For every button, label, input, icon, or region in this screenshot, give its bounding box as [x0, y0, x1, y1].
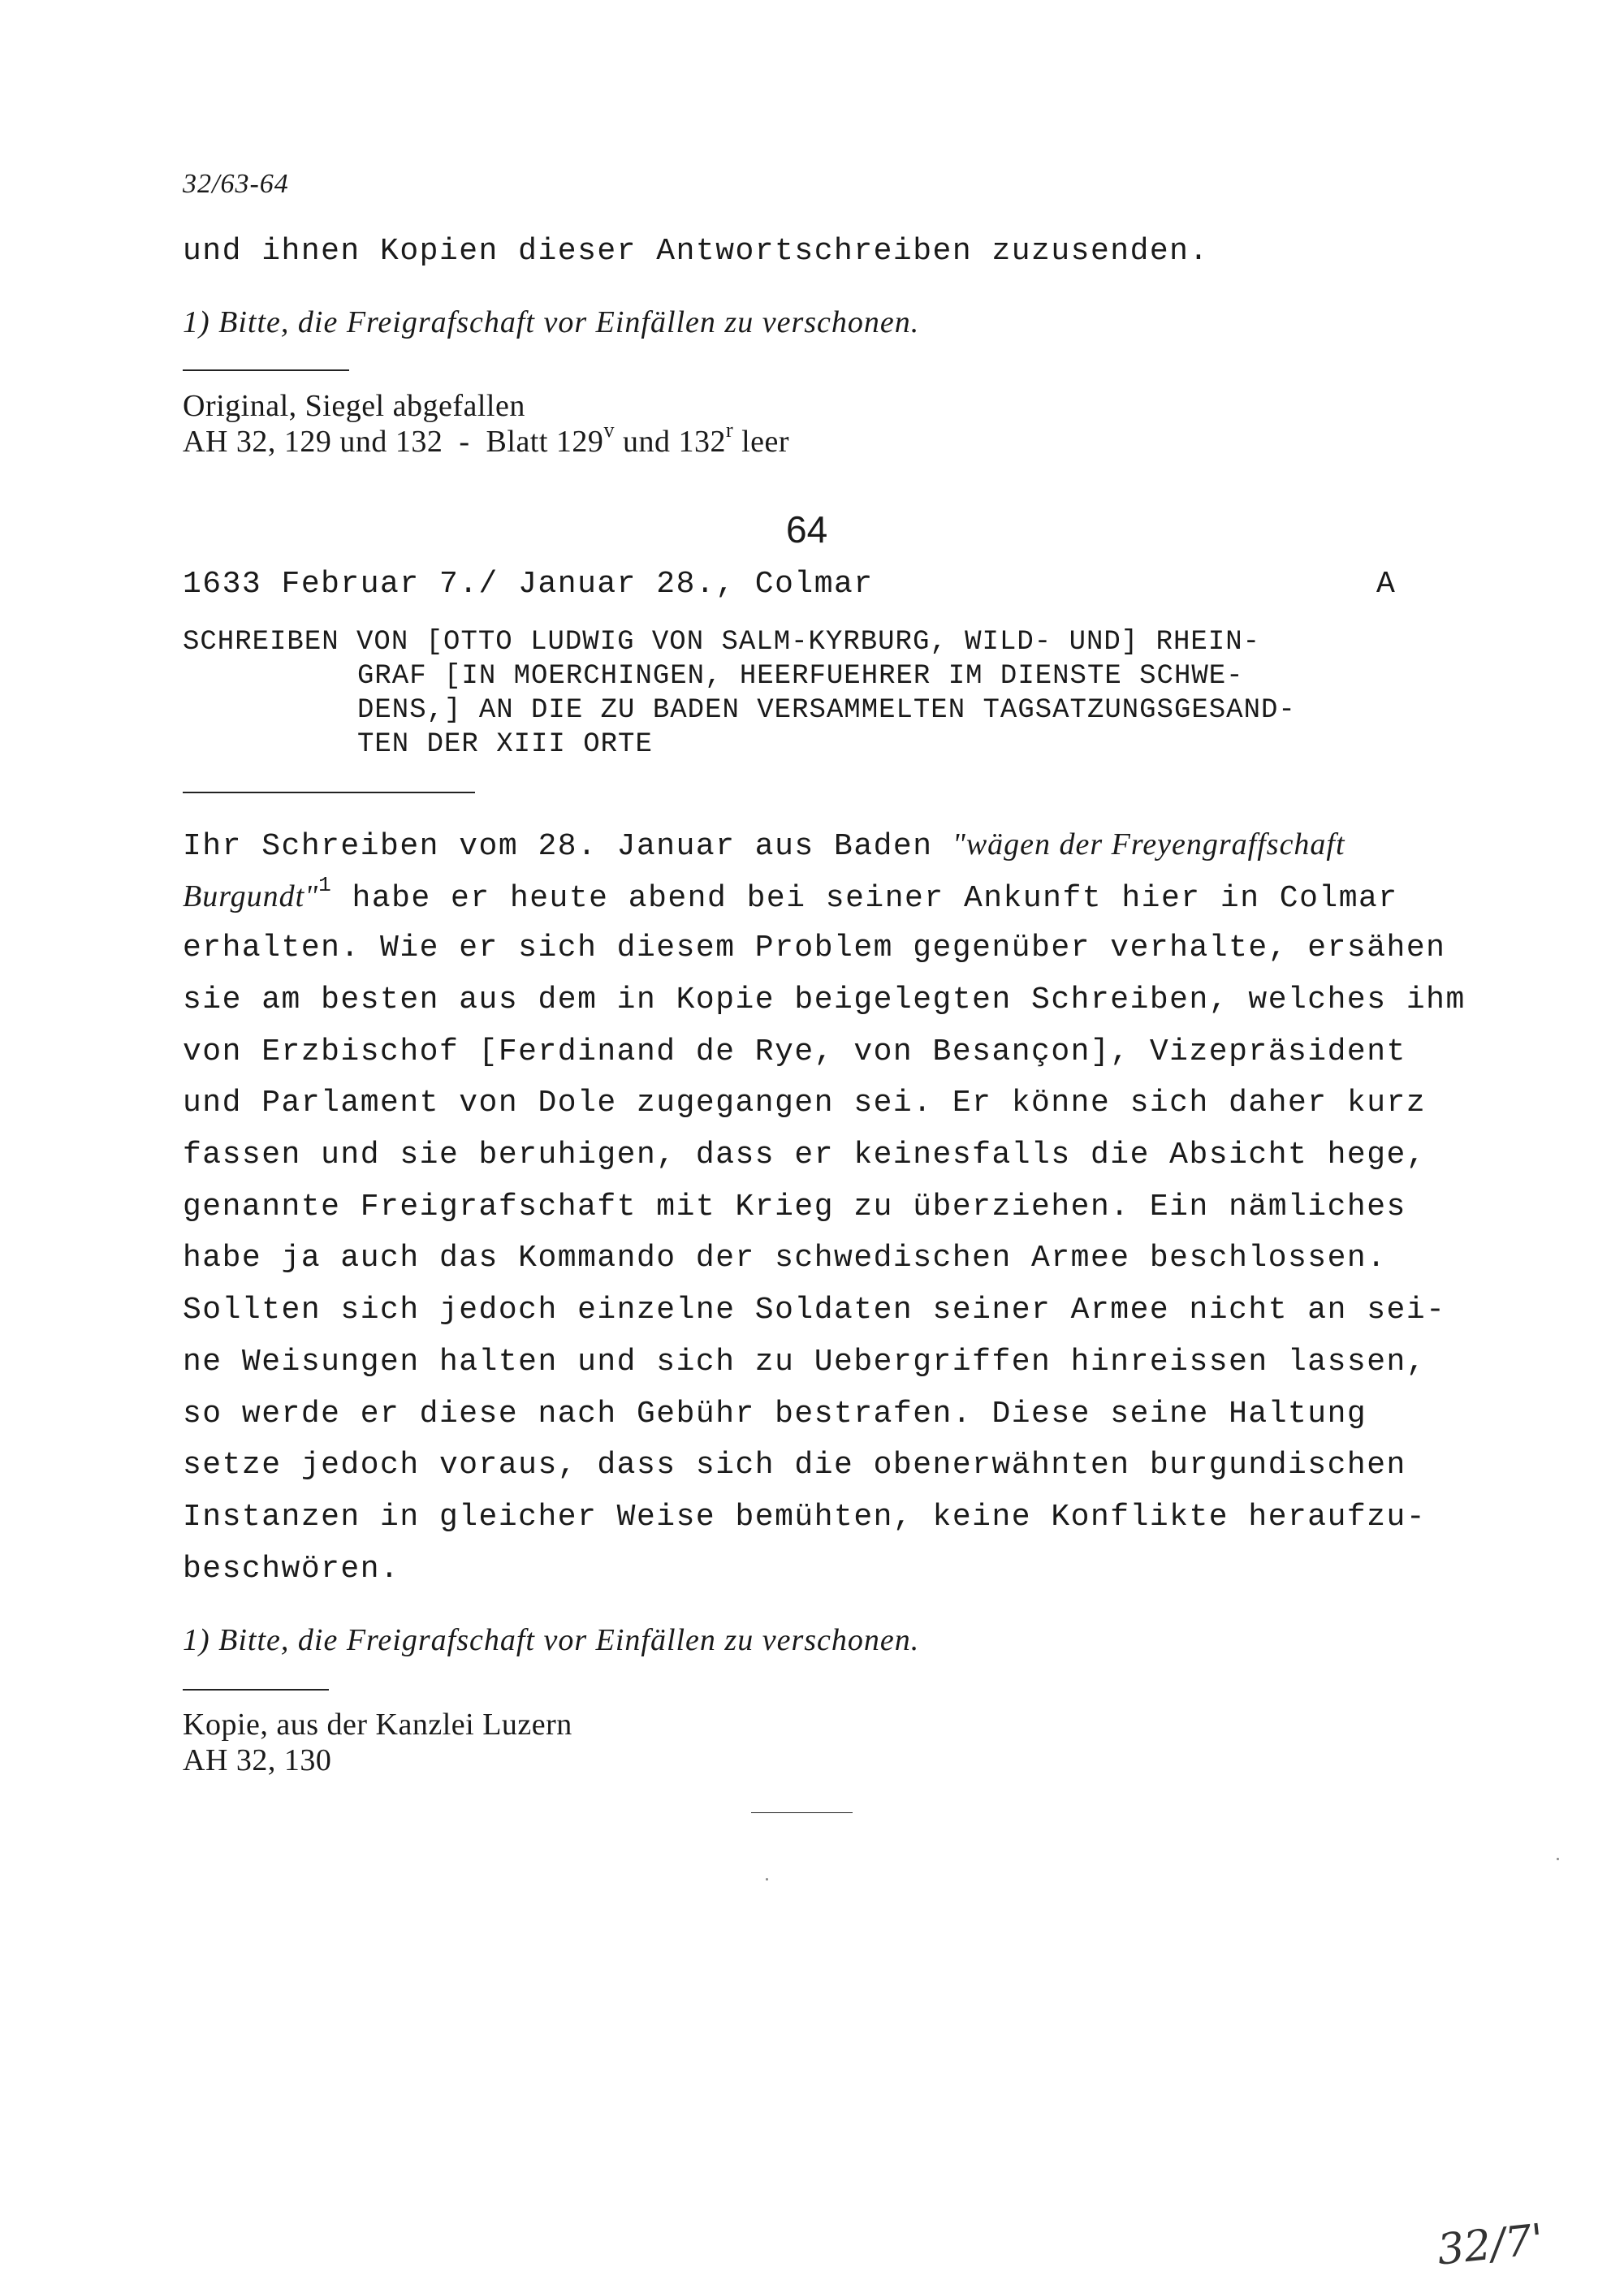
body-line: ne Weisungen halten und sich zu Uebergriffen hinreissen lassen, [183, 1345, 1427, 1380]
document-heading-line-4: TEN DER XIII ORTE [357, 729, 653, 760]
body-line: sie am besten aus dem in Kopie beigelegten Schreiben, welches ihm [183, 982, 1466, 1017]
footnote-1-bottom: 1) Bitte, die Freigrafschaft vor Einfällen zu verschonen. [183, 1623, 920, 1657]
continuation-text: und ihnen Kopien dieser Antwortschreiben zuzusenden. [183, 234, 1209, 269]
source-note-2-line2: AH 32, 130 [183, 1743, 332, 1777]
source-note-1-line1: Original, Siegel abgefallen [183, 389, 525, 423]
heading-divider [183, 792, 475, 793]
handwritten-archive-mark: 32/7' [1435, 2215, 1546, 2275]
body-line: so werde er diese nach Gebühr bestrafen. Diese seine Haltung [183, 1397, 1367, 1432]
body-line-2: Burgundt"$^1$ habe er heute abend bei seiner Ankunft hier in Colmar [183, 873, 1398, 916]
body-line: genannte Freigrafschaft mit Krieg zu überziehen. Ein nämliches [183, 1190, 1406, 1224]
end-separator [751, 1812, 853, 1813]
body-line: beschwören. [183, 1552, 400, 1587]
body-line: setze jedoch voraus, dass sich die obenerwähnten burgundischen [183, 1448, 1406, 1483]
page-reference: 32/63-64 [183, 169, 289, 199]
body-line: und Parlament von Dole zugegangen sei. Er könne sich daher kurz [183, 1086, 1427, 1121]
body-line: fassen und sie beruhigen, dass er keinesfalls die Absicht hege, [183, 1138, 1427, 1172]
footnote-divider-bottom [183, 1689, 329, 1691]
footnote-divider-top [183, 369, 349, 371]
body-line: habe ja auch das Kommando der schwedischen Armee beschlossen. [183, 1241, 1387, 1276]
document-date-line: 1633 Februar 7./ Januar 28., Colmar [183, 567, 874, 602]
body-line-1: Ihr Schreiben vom 28. Januar aus Baden "wägen der Freyengraffschaft [183, 827, 1345, 864]
footnote-1-top: 1) Bitte, die Freigrafschaft vor Einfällen zu verschonen. [183, 305, 920, 339]
document-heading-line-2: GRAF [IN MOERCHINGEN, HEERFUEHRER IM DIENSTE SCHWE- [357, 661, 1244, 692]
body-line: von Erzbischof [Ferdinand de Rye, von Besançon], Vizepräsident [183, 1034, 1406, 1069]
document-number: 64 [786, 508, 828, 551]
document-heading-line-3: DENS,] AN DIE ZU BADEN VERSAMMELTEN TAGSATZUNGSGESAND- [357, 695, 1296, 726]
speck [766, 1878, 768, 1881]
source-note-1-line2: AH 32, 129 und 132 - Blatt 129$^v$ und 132$^r$ leer [183, 418, 790, 459]
source-note-2-line1: Kopie, aus der Kanzlei Luzern [183, 1708, 572, 1742]
body-line: erhalten. Wie er sich diesem Problem gegenüber verhalte, ersähen [183, 931, 1446, 965]
speck [1557, 1858, 1559, 1860]
document-marker: A [1376, 567, 1395, 602]
document-heading-line-1: SCHREIBEN VON [OTTO LUDWIG VON SALM-KYRBURG, WILD- UND] RHEIN- [183, 627, 1261, 658]
body-line: Sollten sich jedoch einzelne Soldaten seiner Armee nicht an sei- [183, 1293, 1446, 1328]
body-line: Instanzen in gleicher Weise bemühten, keine Konflikte heraufzu- [183, 1500, 1427, 1535]
